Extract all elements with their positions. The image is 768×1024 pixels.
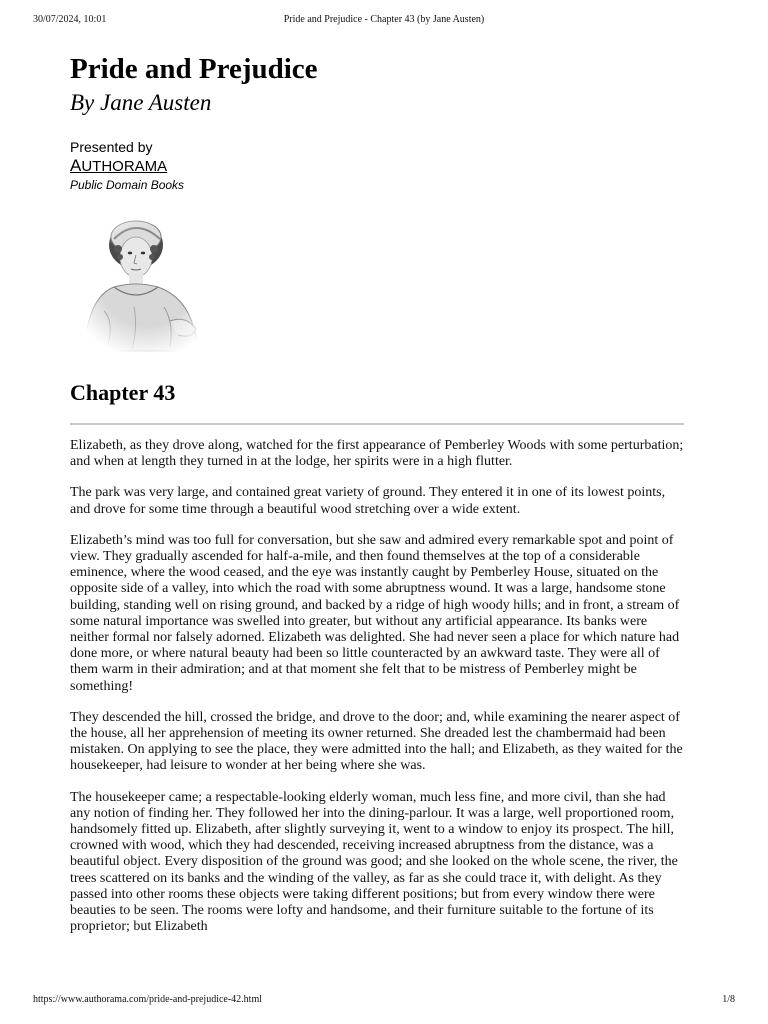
author-portrait-image (74, 211, 220, 359)
page-url-link[interactable]: https://www.authorama.com/pride-and-prejudice-42.html (33, 994, 263, 1005)
authorama-logo-link[interactable] (70, 156, 167, 176)
print-document-title: Pride and Prejudice - Chapter 43 (by Jane Austen) (283, 14, 485, 25)
paragraph: The park was very large, and contained great variety of ground. They entered it in one of its lowest points, and drove for some time through a beautiful wood stretching over a wide extent. (70, 485, 666, 517)
author-portrait-icon (74, 211, 220, 359)
brand-initial: A (70, 156, 82, 175)
page-number: 1/8 (722, 994, 735, 1005)
publisher-tagline: Public Domain Books (70, 178, 185, 192)
presented-by-label: Presented by (70, 139, 153, 155)
book-title: Pride and Prejudice (70, 53, 318, 85)
chapter-text (70, 438, 686, 935)
heading-divider (70, 423, 684, 425)
chapter-heading: Chapter 43 (70, 380, 176, 405)
print-header (0, 14, 768, 30)
paragraph: The housekeeper came; a respectable-looking elderly woman, much less fine, and more civil, than she had any notion of finding her. They followed her into the dining-parlour. It was a large, well proportioned room, handsomely fitted up. Elizabeth, after slightly surveying it, went to a window to enjoy its prospect. The hill, crowned with wood, which they had descended, receiving increased abruptness from the distance, was a beautiful object. Every disposition of the ground was good; and she looked on the whole scene, the river, the trees scattered on its banks and the winding of the valley, as far as she could trace it, with delight. As they passed into other rooms these objects were taking different positions; but from every window there were beauties to be seen. The rooms were lofty and handsome, and their furniture suitable to the fortune of its proprietor; but Elizabeth (70, 789, 678, 935)
paragraph: They descended the hill, crossed the bridge, and drove to the door; and, while examining the nearer aspect of the house, all her apprehension of meeting its owner returned. She dreaded lest the chambermaid had been mistaken. On applying to see the place, they were admitted into the hall; and Elizabeth, as they waited for the housekeeper, had leisure to wonder at her being where she was. (70, 709, 683, 774)
book-author: By Jane Austen (70, 90, 212, 115)
paragraph: Elizabeth, as they drove along, watched for the first appearance of Pemberley Woods with some perturbation; and when at length they turned in at the lodge, her spirits were in a high flutter. (70, 438, 684, 470)
paragraph: Elizabeth’s mind was too full for conversation, but she saw and admired every remarkable spot and point of view. They gradually ascended for half-a-mile, and then found themselves at the top of a considerable eminence, where the wood ceased, and the eye was instantly caught by Pemberley House, situated on the opposite side of a valley, into which the road with some abruptness wound. It was a large, handsome stone building, standing well on rising ground, and backed by a ridge of high woody hills; and in front, a stream of some natural importance was swelled into greater, but without any artificial appearance. Its banks were neither formal nor falsely adorned. Elizabeth was delighted. She had never seen a place for which nature had done more, or where natural beauty had been so little counteracted by an awkward taste. They were all of them warm in their admiration; and at that moment she felt that to be mistress of Pemberley might be something! (70, 532, 680, 694)
print-datetime: 30/07/2024, 10:01 (33, 14, 107, 25)
brand-rest: UTHORAMA (81, 158, 168, 175)
page-content (70, 50, 686, 950)
